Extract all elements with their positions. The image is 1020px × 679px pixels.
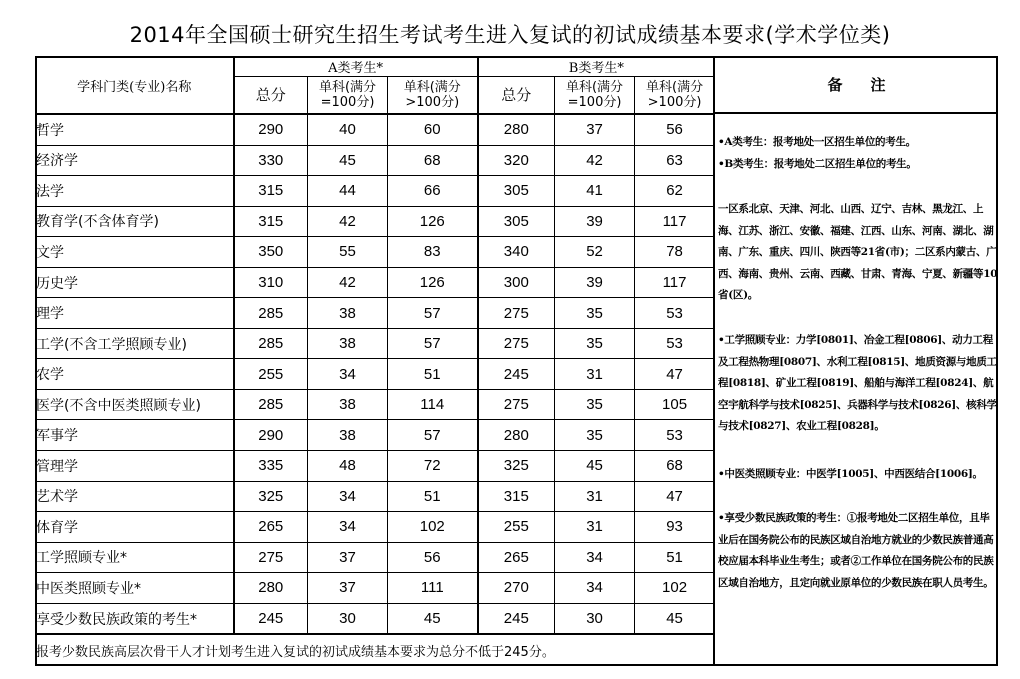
subject-name-cell: 教育学(不含体育学)	[36, 206, 234, 237]
subject-name-cell: 理学	[36, 298, 234, 329]
score-cell-b-s1: 37	[555, 114, 635, 145]
score-cell-a-s2: 51	[388, 359, 478, 390]
note-engineering: •工学照顾专业：力学[0801]、冶金工程[0806]、动力工程及工程热物理[0807]、水利工程[0815]、地质资源与地质工程[0818]、矿业工程[0819]、船舶与海洋工程[0824]、航空宇航科学与技术[0825]、兵器科学与技术[0826]、核科学与技术[0827]、农业工程[0828]。	[718, 334, 997, 432]
score-cell-a-s1: 42	[308, 206, 388, 237]
remarks-header: 备注	[715, 56, 998, 114]
score-cell-a-s2: 51	[388, 481, 478, 512]
score-cell-a-s2: 57	[388, 328, 478, 359]
score-cell-b-s2: 51	[635, 542, 715, 573]
score-cell-a-s1: 34	[308, 512, 388, 543]
score-cell-b-total: 265	[478, 542, 555, 573]
score-cell-a-s1: 45	[308, 145, 388, 176]
note-b-def: •B类考生：报考地处二区招生单位的考生。	[718, 158, 917, 170]
score-cell-b-s2: 53	[635, 420, 715, 451]
group-a-header: A类考生*	[234, 57, 478, 77]
score-cell-a-s2: 114	[388, 389, 478, 420]
score-cell-b-s2: 62	[635, 176, 715, 207]
group-b-header: B类考生*	[478, 57, 715, 77]
a-total-header: 总分	[234, 77, 308, 115]
score-cell-b-s1: 52	[555, 237, 635, 268]
score-cell-a-total: 350	[234, 237, 308, 268]
score-cell-b-total: 245	[478, 359, 555, 390]
subject-name-cell: 中医类照顾专业*	[36, 573, 234, 604]
score-cell-b-s1: 41	[555, 176, 635, 207]
score-cell-b-s2: 78	[635, 237, 715, 268]
score-cell-a-s1: 30	[308, 603, 388, 634]
subject-name-cell: 农学	[36, 359, 234, 390]
score-cell-a-s2: 60	[388, 114, 478, 145]
score-cell-a-s1: 38	[308, 298, 388, 329]
score-cell-a-total: 285	[234, 389, 308, 420]
score-cell-b-s1: 35	[555, 420, 635, 451]
subject-name-cell: 军事学	[36, 420, 234, 451]
score-cell-b-total: 280	[478, 114, 555, 145]
score-cell-a-s1: 37	[308, 573, 388, 604]
score-cell-b-s2: 47	[635, 359, 715, 390]
score-cell-a-total: 245	[234, 603, 308, 634]
score-cell-b-s1: 34	[555, 542, 635, 573]
score-cell-a-total: 315	[234, 176, 308, 207]
subject-name-cell: 哲学	[36, 114, 234, 145]
score-cell-b-s2: 45	[635, 603, 715, 634]
score-cell-b-total: 255	[478, 512, 555, 543]
score-cell-a-s1: 55	[308, 237, 388, 268]
score-cell-a-s2: 66	[388, 176, 478, 207]
subject-name-cell: 经济学	[36, 145, 234, 176]
score-cell-b-total: 315	[478, 481, 555, 512]
note-tcm: •中医类照顾专业：中医学[1005]、中西医结合[1006]。	[718, 468, 983, 480]
score-cell-b-total: 305	[478, 206, 555, 237]
subject-name-cell: 工学(不含工学照顾专业)	[36, 328, 234, 359]
score-cell-a-s1: 38	[308, 328, 388, 359]
score-cell-a-s1: 40	[308, 114, 388, 145]
score-cell-b-s1: 31	[555, 512, 635, 543]
score-cell-b-s2: 102	[635, 573, 715, 604]
score-cell-a-total: 275	[234, 542, 308, 573]
score-cell-b-s2: 47	[635, 481, 715, 512]
subject-name-cell: 历史学	[36, 267, 234, 298]
subject-name-cell: 工学照顾专业*	[36, 542, 234, 573]
score-cell-b-total: 275	[478, 298, 555, 329]
score-cell-a-s2: 126	[388, 206, 478, 237]
score-cell-a-s2: 56	[388, 542, 478, 573]
score-cell-a-s2: 68	[388, 145, 478, 176]
score-cell-b-total: 320	[478, 145, 555, 176]
score-cell-a-s1: 44	[308, 176, 388, 207]
score-cell-b-s2: 105	[635, 389, 715, 420]
subject-name-cell: 享受少数民族政策的考生*	[36, 603, 234, 634]
score-cell-a-s2: 57	[388, 420, 478, 451]
note-regions: 一区系北京、天津、河北、山西、辽宁、吉林、黑龙江、上海、江苏、浙江、安徽、福建、江西、山东、河南、湖北、湖南、广东、重庆、四川、陕西等21省(市)；二区系内蒙古、广西、海南、贵州、云南、西藏、甘肃、青海、宁夏、新疆等10省(区)。	[718, 203, 998, 301]
score-cell-a-total: 330	[234, 145, 308, 176]
score-cell-b-s2: 117	[635, 267, 715, 298]
score-cell-a-s2: 83	[388, 237, 478, 268]
score-cell-a-total: 315	[234, 206, 308, 237]
score-cell-a-total: 285	[234, 328, 308, 359]
score-cell-b-s1: 39	[555, 206, 635, 237]
page-title: 2014年全国硕士研究生招生考试考生进入复试的初试成绩基本要求(学术学位类)	[129, 23, 891, 47]
subject-name-cell: 医学(不含中医类照顾专业)	[36, 389, 234, 420]
subject-name-cell: 管理学	[36, 451, 234, 482]
score-cell-a-total: 255	[234, 359, 308, 390]
score-cell-b-total: 300	[478, 267, 555, 298]
a-single100-header: 单科(满分=100分)	[308, 77, 388, 115]
score-cell-a-s2: 111	[388, 573, 478, 604]
score-cell-b-s1: 42	[555, 145, 635, 176]
score-cell-b-s1: 34	[555, 573, 635, 604]
score-cell-a-total: 335	[234, 451, 308, 482]
score-cell-b-s1: 30	[555, 603, 635, 634]
score-cell-b-s2: 53	[635, 298, 715, 329]
score-cell-b-total: 270	[478, 573, 555, 604]
b-total-header: 总分	[478, 77, 555, 115]
a-single-gt100-header: 单科(满分>100分)	[388, 77, 478, 115]
score-cell-a-total: 290	[234, 114, 308, 145]
score-cell-b-total: 280	[478, 420, 555, 451]
score-cell-a-s1: 42	[308, 267, 388, 298]
score-cell-a-s1: 37	[308, 542, 388, 573]
score-cell-a-s1: 38	[308, 389, 388, 420]
score-cell-b-s1: 31	[555, 359, 635, 390]
score-cell-a-s2: 102	[388, 512, 478, 543]
note-a-def: •A类考生：报考地处一区招生单位的考生。	[718, 136, 916, 148]
score-cell-b-s2: 63	[635, 145, 715, 176]
subject-name-cell: 法学	[36, 176, 234, 207]
subject-name-cell: 艺术学	[36, 481, 234, 512]
subject-header: 学科门类(专业)名称	[36, 57, 234, 115]
score-cell-b-total: 275	[478, 389, 555, 420]
score-cell-b-s1: 31	[555, 481, 635, 512]
score-cell-a-total: 280	[234, 573, 308, 604]
score-cell-a-s1: 34	[308, 481, 388, 512]
score-cell-a-s1: 38	[308, 420, 388, 451]
score-cell-b-s2: 93	[635, 512, 715, 543]
score-cell-a-total: 325	[234, 481, 308, 512]
score-cell-b-s2: 117	[635, 206, 715, 237]
score-cell-a-s2: 57	[388, 298, 478, 329]
score-cell-a-s2: 45	[388, 603, 478, 634]
b-single100-header: 单科(满分=100分)	[555, 77, 635, 115]
footer-note: 报考少数民族高层次骨干人才计划考生进入复试的初试成绩基本要求为总分不低于245分。	[36, 634, 715, 666]
score-cell-a-total: 265	[234, 512, 308, 543]
score-cell-a-s1: 34	[308, 359, 388, 390]
score-cell-a-total: 285	[234, 298, 308, 329]
score-cell-b-s1: 35	[555, 328, 635, 359]
score-cell-b-total: 325	[478, 451, 555, 482]
score-cell-b-total: 245	[478, 603, 555, 634]
score-cell-a-total: 310	[234, 267, 308, 298]
score-cell-b-total: 305	[478, 176, 555, 207]
subject-name-cell: 文学	[36, 237, 234, 268]
subject-name-cell: 体育学	[36, 512, 234, 543]
score-cell-a-total: 290	[234, 420, 308, 451]
score-cell-b-s1: 35	[555, 389, 635, 420]
score-cell-b-total: 275	[478, 328, 555, 359]
score-cell-b-s1: 39	[555, 267, 635, 298]
score-cell-b-s2: 68	[635, 451, 715, 482]
score-cell-b-s2: 56	[635, 114, 715, 145]
score-cell-b-total: 340	[478, 237, 555, 268]
score-cell-a-s1: 48	[308, 451, 388, 482]
score-cell-b-s1: 45	[555, 451, 635, 482]
score-cell-a-s2: 126	[388, 267, 478, 298]
score-cell-a-s2: 72	[388, 451, 478, 482]
remarks-column	[713, 56, 998, 666]
score-cell-b-s1: 35	[555, 298, 635, 329]
score-cell-b-s2: 53	[635, 328, 715, 359]
note-minority: •享受少数民族政策的考生：①报考地处二区招生单位，且毕业后在国务院公布的民族区域自治地方就业的少数民族普通高校应届本科毕业生考生；或者②工作单位在国务院公布的民族区域自治地方，且定向就业原单位的少数民族在职人员考生。	[718, 512, 994, 589]
b-single-gt100-header: 单科(满分>100分)	[635, 77, 715, 115]
